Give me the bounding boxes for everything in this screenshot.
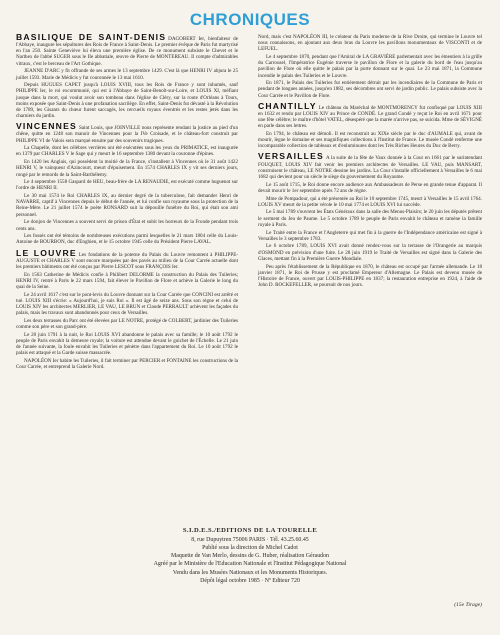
paragraph-text: Les fondations de la poterne du Palais du Louvre remontent à PHILIPPE-AUGUSTE et CHARLES V sont encore marquées par des pavés au milieu de la Cour Carrée actuelle dont les premiers bâtiments ont été conçus par Pierre LESCOT sous FRANÇOIS Ier. <box>16 251 238 270</box>
paragraph-text: NAPOLÉON Ier habite les Tuileries, il fait terminer par PERCIER et FONTAINE les constructions de la Cour Carrée, et entreprend la Galerie Nord. <box>16 358 238 371</box>
page-title: CHRONIQUES <box>189 10 311 29</box>
article-paragraph <box>16 332 238 357</box>
article-paragraph <box>16 219 238 231</box>
colophon-line: Publié sous la direction de Michel Cadot <box>202 544 298 551</box>
paragraph-text: Les fossés ont été témoins de nombreuses exécutions parmi lesquelles le 21 mars 1804 celle du Louis-Antoine de BOURBON, duc d'Enghien, et le 15 octobre 1945 celle du Président Pierre LAVAL. <box>16 233 238 246</box>
article-paragraph <box>16 358 238 370</box>
article-section <box>16 123 238 245</box>
article-paragraph <box>16 318 238 330</box>
paragraph-text: JEANNE D'ARC y fit offrande de ses armes le 13 septembre 1429. C'est là que HENRI IV abjura le 25 juillet 1593. Marie de Médicis y fut couronnée le 13 mai 1610. <box>16 68 238 81</box>
article-paragraph <box>16 272 238 290</box>
paragraph-text: Mme de Pompadour, qui a été présentée au Roi le 10 septembre 1745, meurt à Versailles le 15 avril 1764. LOUIS XV meurt de la petite vérole le 10 mai 1774 et LOUIS XVI lui succède. <box>258 195 482 208</box>
section-heading: BASILIQUE DE SAINT-DENIS <box>16 32 167 42</box>
paragraph-text: Le 30 mai 1574 le Roi CHARLES IX, au dernier degré de la tuberculose, fait demander Henri de NAVARRE, captif à Vincennes depuis le début de l'année, et lui confie son royaume sous la protection de la Reine-Mère. Le 21 juillet 1574 le poète RONSARD suit la dépouille funèbre du Roi, qui était son ami personnel. <box>16 193 238 218</box>
colophon-line: Agréé par le Ministère de l'Education Nationale et l'Institut Pédagogique National <box>153 561 347 568</box>
paragraph-text: Le donjon de Vincennes a souvent servi de prison d'État et subit les horreurs de la Fronde pendant trois cents ans. <box>16 219 238 232</box>
colophon-line: Dépôt légal octobre 1985 · Nº Editeur 720 <box>200 577 300 584</box>
paragraph-text: En 1563 Catherine de Médicis confie à Philibert DELORME la construction du Palais des Tuileries; HENRI IV, rentré à Paris le 22 mars 1594, fait élever le Pavillon de Flore et achève la Galerie le long du quai de la Seine. <box>16 271 238 290</box>
paragraph-text: Le 24 avril 1617 c'est sur le pont-levis du Louvre donnant sur la Cour Carrée que CONCINI est arrêté et tué. LOUIS XIII s'écrie: « Aujourd'hui, je suis Roi ». Il est âgé de seize ans. Sous son règne et celui de LOUIS XIV les architectes MERLIER, LE VAU, LE BRUN et Claude PERRAULT achèvent les façades du palais, mais les travaux sont abandonnés pour ceux de Versailles. <box>16 291 238 317</box>
section-heading: VERSAILLES <box>258 151 324 162</box>
article-paragraph <box>16 34 238 67</box>
paragraph-text: Le 15 août 1715, le Roi donne encore audience aux Ambassadeurs de Perse en grande tenue d'apparat. Il devait mourir le 1er septembre après 72 ans de règne. <box>258 181 482 194</box>
article-paragraph <box>258 80 482 98</box>
paragraph-text: Le 5 mai 1789 s'ouvrent les États Généraux dans la salle des Menus-Plaisirs; le 20 juin les députés prêtent le serment du Jeu de Paume. Le 5 octobre 1789 le peuple de Paris envahit le château et ramène la famille royale à Paris. <box>258 209 482 228</box>
article-section <box>16 34 238 119</box>
article-paragraph <box>16 145 238 157</box>
article-paragraph <box>16 233 238 245</box>
article-paragraph <box>258 131 482 149</box>
paragraph-text: Nord, mais c'est NAPOLÉON III, le créateur du Paris moderne de la Rive Droite, qui termine le Louvre tel nous connaissons, en ajoutant aux deux bras du Louvre les pavillons monumentaux de VISCONTI et de LEFUEL. <box>258 34 482 53</box>
article-paragraph <box>258 100 482 130</box>
paragraph-text: Saint Louis, que JOINVILLE nous représente rendant la justice au pied d'un chêne, quitte en 1248 son manoir de Vincennes pour la IVe Croisade, et le château-fort construit par PHILIPPE VI de Valois sera marqué ensuite par des souvenirs tragiques. <box>16 125 238 144</box>
colophon-line: Maquette de Van Merlo, dessins de G. Huber, réalisation Géraudon <box>170 553 329 560</box>
article-section <box>258 153 482 288</box>
paragraph-text: Peu après l'établissement de la République en 1870, le château est occupé par l'armée allemande. Le 18 janvier 1871, le Roi de Prusse y est proclamé Empereur d'Allemagne. Le Palais est devenu musée de l'Histoire de France, ouvert par LOUIS-PHILIPPE en 1837; la restauration entreprise en 1924, à l'aide de John D. ROCKEFELLER, se poursuit de nos jours. <box>258 263 482 288</box>
paragraph-text: Le château du Maréchal de MONTMORENCY fut confisqué par LOUIS XIII en 1632 et rendu par LOUIS XIV au Prince de CONDÉ. Le grand Condé y reçut le Roi en avril 1671 pour une fête célèbre; le maître d'hôtel VATEL, désespéré que la marée n'arrive pas, se suicida. Mme de SÉVIGNÉ en parle dans ses lettres. <box>258 104 482 130</box>
article-paragraph <box>16 179 238 191</box>
article-section <box>16 247 238 371</box>
section-heading: CHANTILLY <box>258 100 317 111</box>
paragraph-text: En 1794, le château est démoli. Il est reconstruit au XIXe siècle par le duc d'AUMALE qui, avant de mourir, lègue le domaine et ses magnifiques collections à l'Institut de France. Le musée Condé renferme une incomparable collection de tableaux et d'enluminures dont les Très Riches Heures du Duc de Berry. <box>258 130 482 150</box>
paragraph-text: A la suite de la fête de Vaux donnée à la Cour en 1661 par le surintendant FOUQUET, LOUIS XIV fait venir les premiers architectes de Versailles. LE VAU, puis MANSART, construisent le château, LE NOTRE dessine les jardins. La Cour s'installe officiellement à Versailles le 6 mai 1682 qui devient pour un siècle le siège du gouvernement du Royaume. <box>258 155 482 180</box>
paragraph-text: Les deux terrasses du Parc ont été élevées par LE NOTRE, protégé de COLBERT, jardinier des Tuileries comme son père et son grand-père. <box>16 317 238 331</box>
right-column <box>258 34 482 292</box>
article-paragraph <box>16 247 238 270</box>
paragraph-text: Depuis HUGUES CAPET jusqu'à LOUIS XVIII, tous les Rois de France y sont inhumés, sauf PHILIPPE Ier, le roi excommunié, qui est à l'Abbaye de Saint-Benoît-sur-Loire, et LOUIS XI, méfiant jusque dans la mort, qui voulut avoir son tombeau dans l'église de Cléry, sur la route d'Orléans à Tours, moins exposée que Saint-Denis à une profanation sacrilège. En effet, Saint-Denis fut dévasté à la Révolution de 1789, les Gisants du chœur furent saccagés, les cercueils royaux éventrés et les restes jetés dans les charniers du jardin. <box>16 82 238 120</box>
article-paragraph <box>16 68 238 80</box>
section-heading: VINCENNES <box>16 121 77 132</box>
article-paragraph <box>258 243 482 261</box>
article-paragraph <box>16 193 238 218</box>
article-paragraph <box>16 159 238 177</box>
article-paragraph <box>16 292 238 317</box>
paragraph-text: En 1420 les Anglais, qui possèdent la moitié de la France, s'installent à Vincennes où le 31 août 1422 HENRI V, le vainqueur d'Azincourt, meurt d'épuisement. En 1574 CHARLES IX y vit ses derniers jours, rongé par le remords de la Saint-Barthélemy. <box>16 159 238 178</box>
article-paragraph <box>258 54 482 79</box>
article-paragraph <box>16 82 238 119</box>
article-section <box>258 100 482 150</box>
paragraph-text: En 1871, le Palais des Tuileries fut entièrement détruit par les incendiaires de la Commune de Paris et pendant de longues années, jusqu'en 1882, ses décombres ont servi de jardin public. Le palais subsiste avec la Cour Carrée et le Pavillon de Flore. <box>258 80 482 99</box>
publisher-name: S.I.D.E.S./EDITIONS DE LA TOURELLE <box>182 527 318 534</box>
paragraph-text: Le 20 juin 1791 à la nuit, le Roi LOUIS XVI abandonne le palais avec sa famille; le 10 août 1792 le peuple de Paris envahit la demeure royale; la voiture est attendue devant le guichet de l'Échelle. Le 21 juin de l'année suivante, la foule envahit les Tuileries et pénètre dans l'appartement du Roi. Le 10 août 1792 le palais est attaqué et la Garde suisse massacrée. <box>16 331 238 357</box>
left-column <box>16 34 238 374</box>
colophon-line: 8, rue Dupuytren 75006 PARIS · Tél. 43.25.60.45 <box>191 536 309 543</box>
colophon <box>100 527 400 585</box>
article-paragraph <box>258 196 482 208</box>
article-paragraph <box>258 153 482 180</box>
article-paragraph <box>258 34 482 52</box>
paragraph-text: Le 4 septembre 1558 Gaspard de HEU, beau-frère de LA RENAUDIE, est exécuté comme huguenot sur l'ordre de HENRI II. <box>16 179 238 192</box>
colophon-line: Vendu dans les Musées Nationaux et les Monuments Historiques. <box>172 569 328 576</box>
section-heading: LE LOUVRE <box>16 247 77 258</box>
paragraph-text: Le Traité entre la France et l'Angleterre qui met fin à la guerre de l'Indépendance américaine est signé à Versailles le 3 septembre 1783. <box>258 229 482 242</box>
paragraph-text: Le 6 octobre 1789, LOUIS XVI avait donné rendez-vous sur la terrasse de l'Orangerie au marquis d'OSMOND en prévision d'une fuite. Le 28 juin 1919 le Traité de Versailles est signé dans la Galerie des Glaces, mettant fin à la Première Guerre Mondiale. <box>258 243 482 262</box>
print-run-note: (15e Tirage) <box>454 602 482 608</box>
article-paragraph <box>258 264 482 289</box>
article-paragraph <box>258 209 482 227</box>
article-section <box>258 34 482 99</box>
paragraph-text: Le 4 septembre 1870, pendant que l'Amiral de LA GRAVIÈRE parlementait avec les émeutiers à la grille du Carrousel, l'Impératrice Eugénie traverse le pavillon de Flore et la galerie du bord de l'eau jusqu'au pavillon de Flore où elle quitte le palais par la porte donnant sur le quai. Le 23 mai 1871, la Commune incendie le palais des Tuileries et le Louvre. <box>258 54 482 79</box>
page-header <box>0 0 500 30</box>
article-paragraph <box>258 182 482 194</box>
paragraph-text: La Chapelle, dont les célèbres verrières ont été exécutées sous les yeux du PRIMATICE, est inaugurée en 1379 par CHARLES V le Sage qui y meurt le 16 septembre 1380 devant la couronne d'épines. <box>16 145 238 158</box>
article-paragraph <box>16 123 238 143</box>
article-paragraph <box>258 230 482 242</box>
paragraph-text: DAGOBERT Ier, bienfaiteur de l'Abbaye, inaugure les sépultures des Rois de France à Saint-Denis. Le premier évêque de Paris fut martyrisé en l'an 250. Sainte Geneviève lui éleva une première église. De ce monument subsiste le Chevet et le Narthex de l'abbé SUGER sous le IIe abbatiale, œuvre de Pierre de MONTEREAU. Il compte d'admirables vitraux, c'est le berceau de l'Art Gothique. <box>16 36 238 67</box>
